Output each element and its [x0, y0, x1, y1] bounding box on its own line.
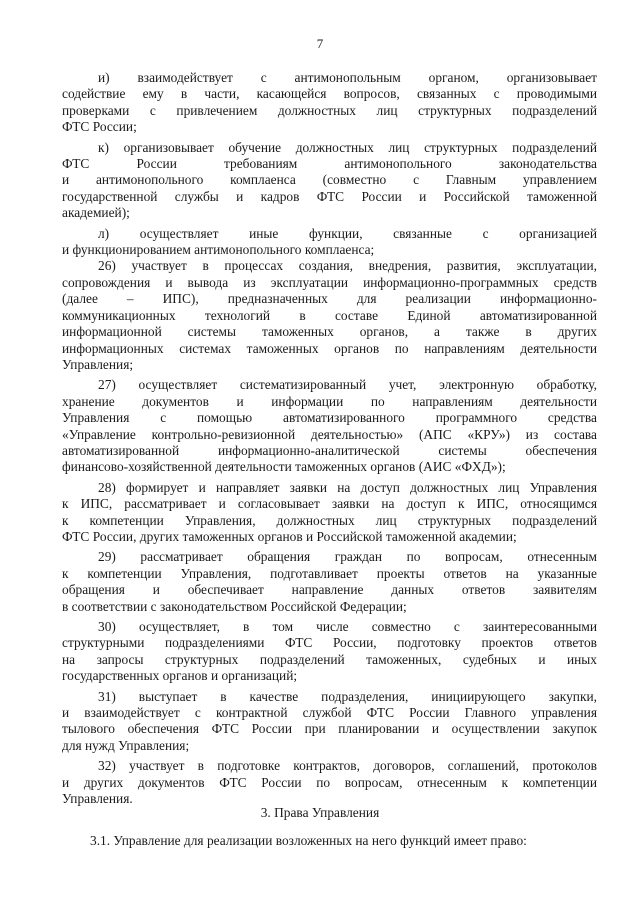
text-line: ФТС России требованиям антимонопольного законодательства [62, 156, 597, 172]
text-line: государственной службы и кадров ФТС России и Российской таможенной [62, 188, 597, 204]
paragraph-31 [62, 689, 597, 755]
text-line: 26) участвует в процессах создания, внедрения, развития, эксплуатации, [98, 258, 597, 274]
paragraph-l [62, 226, 597, 259]
text-line: хранение документов и информации по направлениям деятельности [62, 393, 597, 409]
paragraph-26 [62, 258, 597, 373]
text-line: и антимонопольного комплаенса (совместно с Главным управлением [62, 172, 597, 188]
text-line: к ИПС, рассматривает и согласовывает заявки на доступ к ИПС, относящимся [62, 496, 597, 512]
text-line: информационной системы таможенных органов, а также в других [62, 324, 597, 340]
text-line: «Управление контрольно-ревизионной деятельностью» (АПС «КРУ») из состава [62, 426, 597, 442]
document-body [62, 70, 597, 807]
text-line: ФТС России, других таможенных органов и Российской таможенной академии; [62, 528, 517, 544]
text-line: 28) формирует и направляет заявки на доступ должностных лиц Управления [98, 479, 597, 495]
text-line: и функционированием антимонопольного комплаенса; [62, 242, 375, 258]
text-line: к) организовывает обучение должностных лиц структурных подразделений [98, 139, 597, 155]
final-paragraph-line: 3.1. Управление для реализации возложенных на него функций имеет право: [90, 833, 527, 848]
text-line: информационных системах таможенных органов по направлениям деятельности [62, 340, 597, 356]
text-line: на запросы структурных подразделений таможенных, судебных и иных [62, 651, 597, 667]
text-line: (далее – ИПС), предназначенных для реализации информационно- [62, 291, 597, 307]
section-heading: 3. Права Управления [260, 805, 380, 820]
text-line: 31) выступает в качестве подразделения, инициирующего закупки, [98, 688, 597, 704]
paragraph-27 [62, 377, 597, 475]
page-number: 7 [316, 36, 324, 51]
text-line: обращения и обеспечивает направление данных ответов заявителям [62, 582, 597, 598]
text-line: и других документов ФТС России по вопросам, отнесенным к компетенции [62, 774, 597, 790]
text-line: Управления. [62, 791, 133, 807]
text-line: к компетенции Управления, должностных лиц структурных подразделений [62, 512, 597, 528]
text-line: структурными подразделениями ФТС России, подготовку проектов ответов [62, 635, 597, 651]
text-line: 32) участвует в подготовке контрактов, договоров, соглашений, протоколов [98, 758, 597, 774]
paragraph-30 [62, 619, 597, 685]
text-line: Управления; [62, 356, 134, 372]
paragraph-k [62, 140, 597, 222]
text-line: тылового обеспечения ФТС России при планировании и осуществлении закупок [62, 721, 597, 737]
text-line: для нужд Управления; [62, 737, 190, 753]
paragraph-32 [62, 758, 597, 807]
text-line: ФТС России; [62, 119, 137, 135]
text-line: и) взаимодействует с антимонопольным органом, организовывает [98, 70, 597, 85]
text-line: государственных органов и организаций; [62, 668, 298, 684]
text-line: академией); [62, 205, 130, 221]
text-line: сопровождения и вывода из эксплуатации информационно-программных средств [62, 274, 597, 290]
paragraph-i [62, 70, 597, 136]
text-line: 30) осуществляет, в том числе совместно с заинтересованными [98, 619, 597, 634]
text-line: проверками с привлечением должностных лиц структурных подразделений [62, 102, 597, 118]
text-line: 29) рассматривает обращения граждан по вопросам, отнесенным [98, 549, 597, 565]
text-line: автоматизированной информационно-аналитической системы обеспечения [62, 442, 597, 458]
text-line: в соответствии с законодательством Российской Федерации; [62, 598, 407, 614]
text-line: финансово-хозяйственной деятельности таможенных органов (АИС «ФХД»); [62, 459, 506, 475]
text-line: Управления с помощью автоматизированного программного средства [62, 410, 597, 426]
paragraph-28 [62, 480, 597, 546]
text-line: коммуникационных технологий в составе Единой автоматизированной [62, 307, 597, 323]
text-line: и взаимодействует с контрактной службой ФТС России Главного управления [62, 705, 597, 721]
paragraph-29 [62, 549, 597, 615]
text-line: л) осуществляет иные функции, связанные с организацией [98, 225, 597, 241]
text-line: содействие ему в части, касающейся вопросов, связанных с проводимыми [62, 86, 597, 102]
text-line: 27) осуществляет систематизированный учет, электронную обработку, [98, 377, 597, 393]
text-line: к компетенции Управления, подготавливает проекты ответов на указанные [62, 565, 597, 581]
